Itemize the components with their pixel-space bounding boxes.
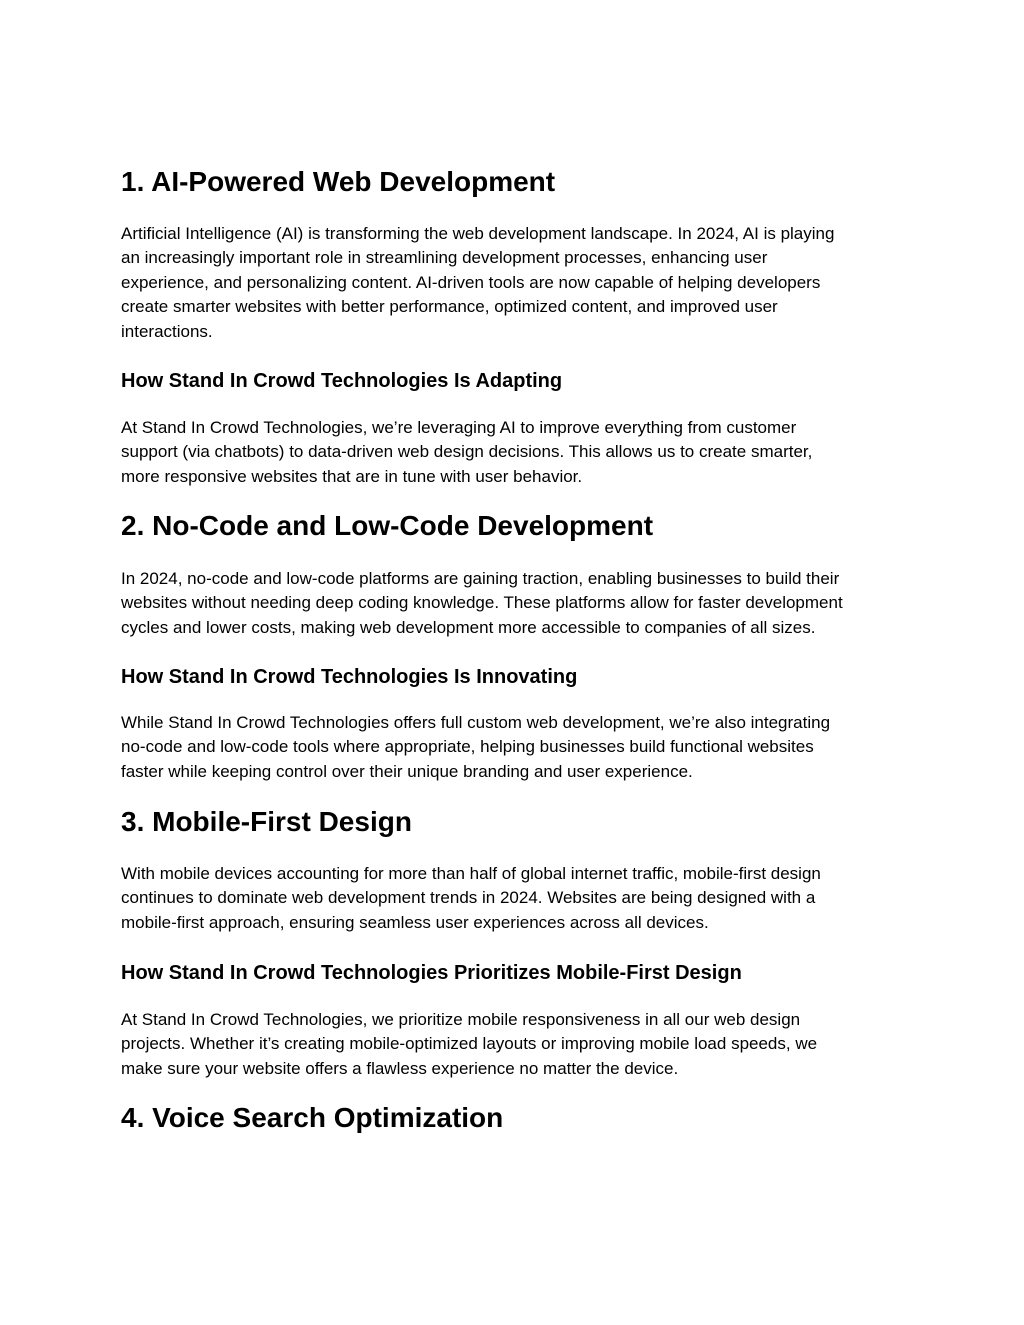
section-3-sub-body (121, 1008, 817, 1081)
body-line: In 2024, no-code and low-code platforms are gaining traction, enabling businesses to build their (121, 569, 840, 588)
body-line: an increasingly important role in streamlining development processes, enhancing user (121, 248, 768, 268)
section-1-body (121, 222, 834, 344)
body-line: experience, and personalizing content. AI-driven tools are now capable of helping developers (121, 272, 821, 292)
section-2-heading: 2. No-Code and Low-Code Development (121, 510, 654, 541)
body-line: continues to dominate web development trends in 2024. Websites are being designed with a (121, 888, 816, 908)
body-line: create smarter websites with better performance, optimized content, and improved user (121, 297, 778, 317)
body-line: At Stand In Crowd Technologies, we’re leveraging AI to improve everything from customer (121, 418, 797, 437)
body-line: no-code and low-code tools where appropriate, helping businesses build functional websites (121, 737, 814, 757)
body-line: mobile-first approach, ensuring seamless user experiences across all devices. (121, 912, 709, 932)
body-line: websites without needing deep coding knowledge. These platforms allow for faster development (121, 593, 843, 613)
section-2-body (121, 567, 843, 640)
section-1-subheading: How Stand In Crowd Technologies Is Adapting (121, 370, 563, 392)
body-line: Artificial Intelligence (AI) is transforming the web development landscape. In 2024, AI is playing (121, 224, 835, 243)
body-line: While Stand In Crowd Technologies offers full custom web development, we’re also integrating (121, 713, 831, 732)
body-line: support (via chatbots) to data-driven web design decisions. This allows us to create smarter, (121, 442, 813, 462)
section-2-subheading: How Stand In Crowd Technologies Is Innovating (121, 666, 578, 688)
body-line: faster while keeping control over their unique branding and user experience. (121, 761, 693, 781)
body-line: With mobile devices accounting for more than half of global internet traffic, mobile-first design (121, 864, 821, 883)
body-line: make sure your website offers a flawless experience no matter the device. (121, 1058, 679, 1078)
section-2-sub-body (121, 711, 830, 784)
body-line: cycles and lower costs, making web development more accessible to companies of all sizes. (121, 617, 816, 637)
section-3-body (121, 862, 821, 935)
section-3-subheading: How Stand In Crowd Technologies Prioritizes Mobile-First Design (121, 962, 742, 984)
body-line: more responsive websites that are in tune with user behavior. (121, 466, 583, 486)
body-line: interactions. (121, 321, 213, 341)
section-3-heading: 3. Mobile-First Design (121, 806, 412, 837)
body-line: At Stand In Crowd Technologies, we prioritize mobile responsiveness in all our web design (121, 1010, 801, 1029)
section-4-heading: 4. Voice Search Optimization (121, 1102, 504, 1133)
body-line: projects. Whether it’s creating mobile-optimized layouts or improving mobile load speeds, we (121, 1034, 818, 1054)
section-1-heading: 1. AI-Powered Web Development (121, 166, 556, 197)
section-1-sub-body (121, 416, 812, 489)
